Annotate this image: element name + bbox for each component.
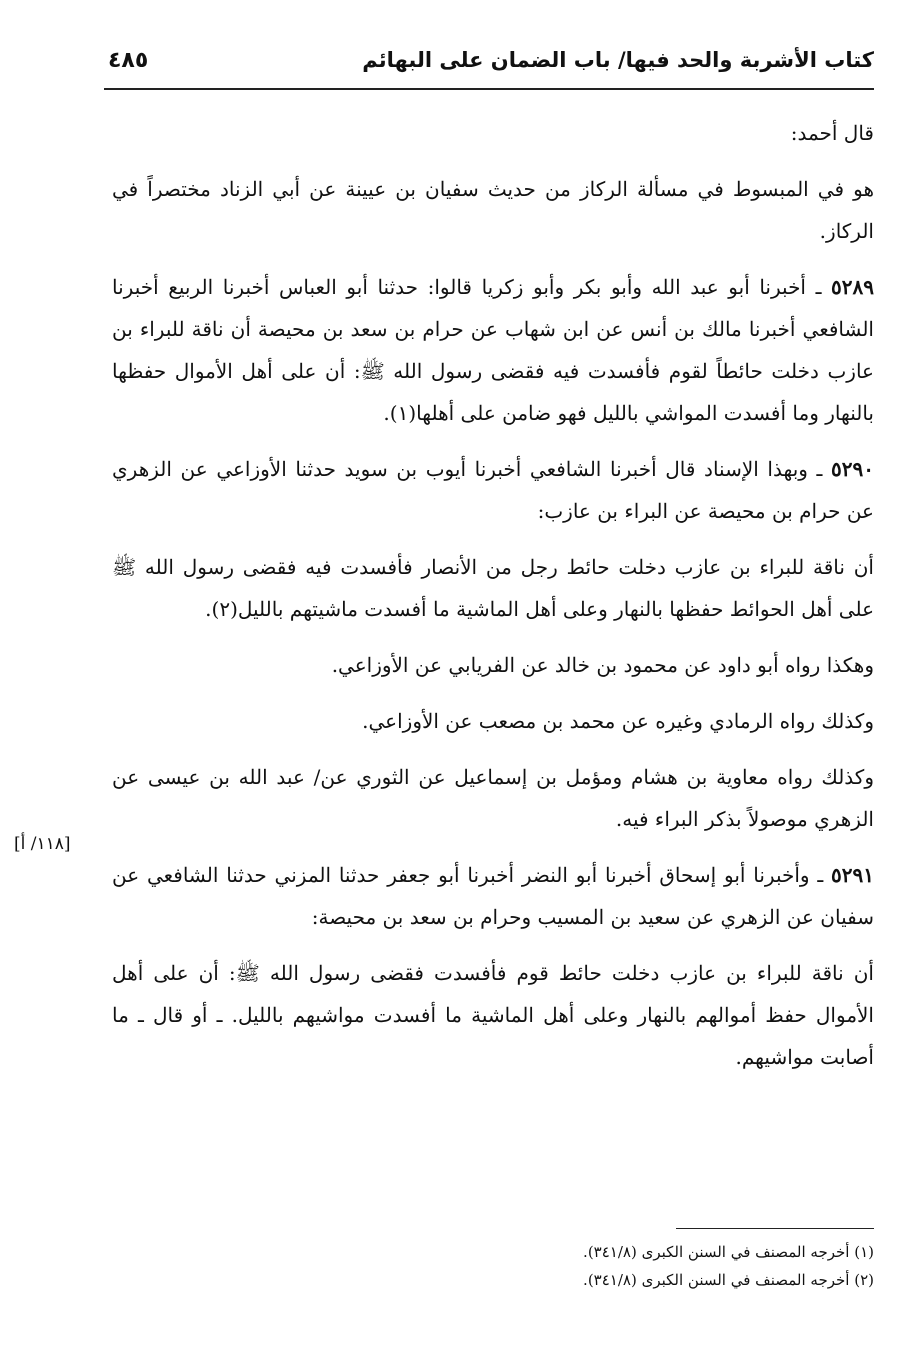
- hadith-5290-matn: [112, 546, 874, 630]
- paragraph-qala-ahmad: [112, 112, 874, 154]
- running-title: كتاب الأشربة والحد فيها/ باب الضمان على البهائم: [362, 48, 874, 72]
- paragraph-text: قال أحمد:: [790, 121, 874, 145]
- hadith-number: ٥٢٩١: [831, 863, 874, 887]
- paragraph-text: وكذلك رواه معاوية بن هشام ومؤمل بن إسماعيل عن الثوري عن/ عبد الله بن عيسى عن الزهري موصولاً بذكر البراء فيه.: [112, 765, 874, 831]
- page-header: [104, 44, 874, 90]
- paragraph-mabsut-note: [112, 168, 874, 252]
- hadith-text: ـ أخبرنا أبو عبد الله وأبو بكر وأبو زكريا قالوا: حدثنا أبو العباس أخبرنا الربيع أخبرنا الشافعي أخبرنا مالك بن أنس عن ابن شهاب عن حرام بن سعد بن محيصة أن ناقة للبراء بن عازب دخلت حائطاً لقوم فأفسدت فيه فقضى رسول الله ﷺ: أن على أهل الأموال حفظها بالنهار وما أفسدت المواشي بالليل فهو ضامن على أهلها(١).: [112, 275, 874, 425]
- footnote-1: (١) أخرجه المصنف في السنن الكبرى (٣٤١/٨).: [583, 1243, 874, 1261]
- paragraph-abu-dawud: [112, 644, 874, 686]
- footnote-divider: [676, 1228, 874, 1229]
- footnotes: [420, 1238, 874, 1294]
- footnote-2: (٢) أخرجه المصنف في السنن الكبرى (٣٤١/٨).: [583, 1271, 874, 1289]
- hadith-text: ـ وبهذا الإسناد قال أخبرنا الشافعي أخبرنا أيوب بن سويد حدثنا الأوزاعي عن الزهري عن حرام بن محيصة عن البراء بن عازب:: [112, 457, 874, 523]
- hadith-5289: [112, 266, 874, 434]
- hadith-5291-matn: [112, 952, 874, 1078]
- hadith-number: ٥٢٨٩: [831, 275, 874, 299]
- hadith-5291: [112, 854, 874, 938]
- paragraph-text: أن ناقة للبراء بن عازب دخلت حائط رجل من الأنصار فأفسدت فيه فقضى رسول الله ﷺ على أهل الحوائط حفظها بالنهار وعلى أهل الماشية ما أفسدت ماشيتهم بالليل(٢).: [112, 555, 874, 621]
- paragraph-text: وهكذا رواه أبو داود عن محمود بن خالد عن الفريابي عن الأوزاعي.: [331, 653, 874, 677]
- paragraph-text: هو في المبسوط في مسألة الركاز من حديث سفيان بن عيينة عن أبي الزناد مختصراً في الركاز.: [112, 177, 874, 243]
- paragraph-muawiya: [112, 756, 874, 840]
- main-text: [112, 112, 874, 1092]
- hadith-number: ٥٢٩٠: [831, 457, 874, 481]
- paragraph-text: وكذلك رواه الرمادي وغيره عن محمد بن مصعب عن الأوزاعي.: [362, 709, 874, 733]
- paragraph-text: أن ناقة للبراء بن عازب دخلت حائط قوم فأفسدت فقضى رسول الله ﷺ: أن على أهل الأموال حفظ أموالهم بالنهار وعلى أهل الماشية ما أفسدت مواشيهم بالليل. ـ أو قال ـ ما أصابت مواشيهم.: [112, 961, 874, 1069]
- paragraph-ramadi: [112, 700, 874, 742]
- hadith-text: ـ وأخبرنا أبو إسحاق أخبرنا أبو النضر أخبرنا أبو جعفر حدثنا المزني حدثنا الشافعي عن سفيان عن الزهري عن سعيد بن المسيب وحرام بن سعد بن محيصة:: [112, 863, 874, 929]
- hadith-5290: [112, 448, 874, 532]
- manuscript-folio-note: [١١٨/ أ]: [14, 834, 71, 854]
- page-number: ٤٨٥: [108, 48, 149, 73]
